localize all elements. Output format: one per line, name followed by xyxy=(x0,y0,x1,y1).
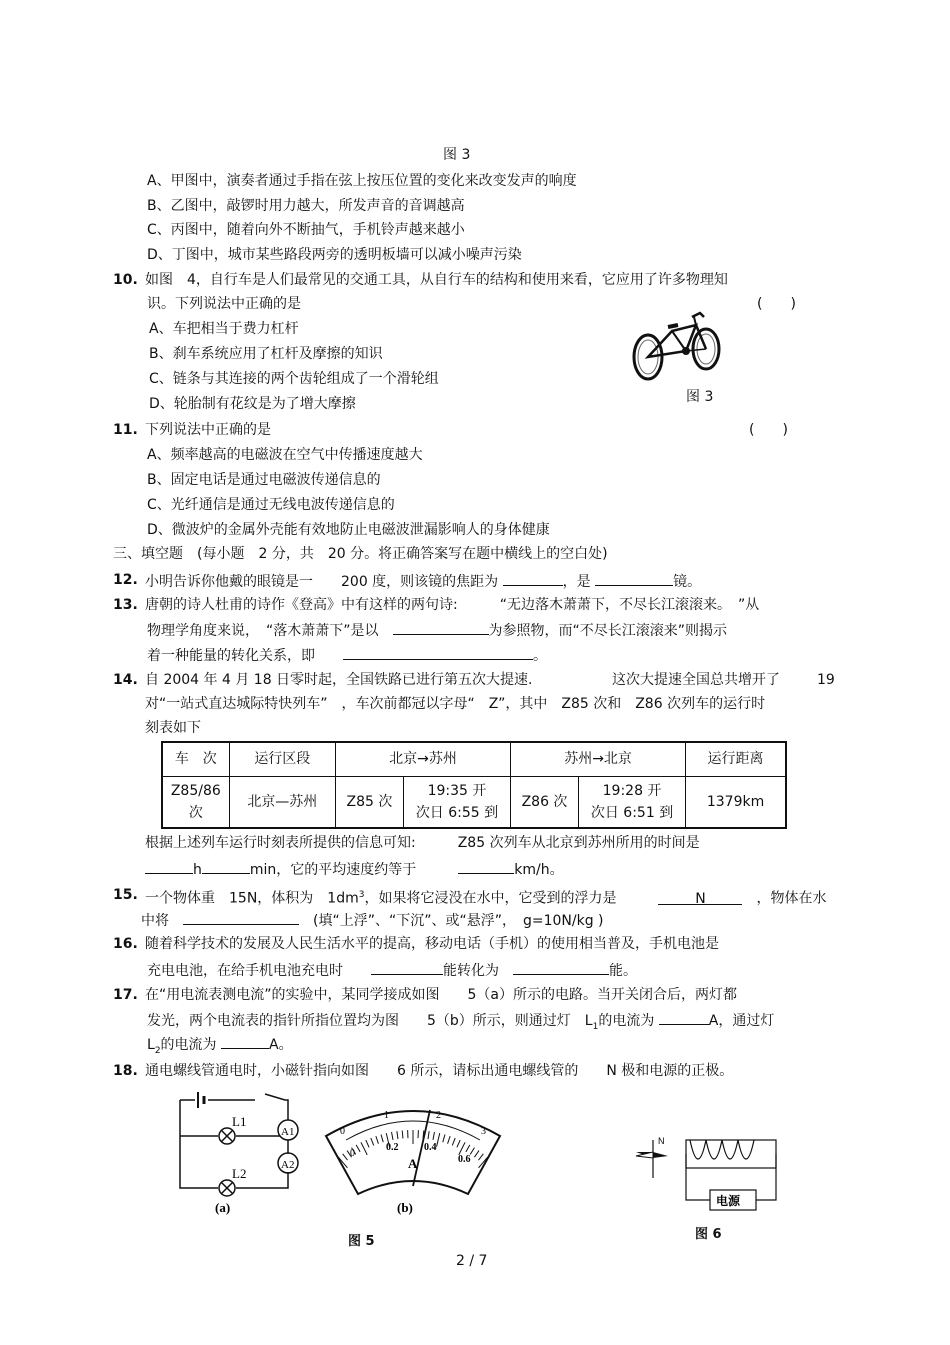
figure-sublabel-b: (b) xyxy=(397,1200,413,1215)
question-text: 物理学角度来说， “落木萧萧下”是以 为参照物，而“不尽长江滚滚来”则揭示 xyxy=(147,620,727,640)
answer-blank[interactable] xyxy=(343,645,533,660)
meter-tick xyxy=(443,1134,445,1142)
meter-tick xyxy=(343,1154,348,1160)
meter-tick xyxy=(376,1136,379,1144)
question-number: 12. xyxy=(113,572,138,588)
table-cell: 北京—苏州 xyxy=(229,776,335,828)
question-number: 14. xyxy=(113,672,138,688)
question-text: 充电电池，在给手机电池充电时 能转化为 能。 xyxy=(147,960,637,980)
page-number: 2 / 7 xyxy=(456,1253,488,1269)
circuit-diagram-a xyxy=(170,1088,305,1218)
question-text: h min，它的平均速度约等于 km/h。 xyxy=(145,859,564,879)
scale-label-inner: 0.2 xyxy=(386,1142,399,1153)
bicycle-figure xyxy=(628,305,728,383)
meter-tick xyxy=(478,1154,483,1160)
table-header: 车 次 xyxy=(162,742,229,776)
meter-tick xyxy=(356,1145,360,1152)
question-number: 18. xyxy=(113,1063,138,1079)
answer-blank[interactable]: N xyxy=(658,890,742,905)
meter-tick xyxy=(474,1151,479,1158)
question-stem: 随着科学技术的发展及人民生活水平的提高，移动电话（手机）的使用相当普及，手机电池是 xyxy=(145,936,719,952)
answer-paren: ( ) xyxy=(757,296,796,312)
question-text: 着一种能量的转化关系，即 。 xyxy=(147,645,547,665)
option-b: B、乙图中，敲锣时用力越大，所发声音的音调越高 xyxy=(147,198,465,214)
answer-blank[interactable] xyxy=(371,960,443,975)
scale-label-outer: 1 xyxy=(384,1110,389,1121)
meter-tick xyxy=(466,1145,470,1152)
table-header: 苏州→北京 xyxy=(511,742,686,776)
option-c: C、链条与其连接的两个齿轮组成了一个滑轮组 xyxy=(149,371,439,387)
question-number: 10. xyxy=(113,272,138,288)
answer-blank[interactable] xyxy=(202,859,250,874)
question-stem: 对“一站式直达城际特快列车” ，车次前都冠以字母“ Z”，其中 Z85 次和 Z86 次列车的运行时 xyxy=(145,696,766,712)
option-c: C、丙图中，随着向外不断抽气，手机铃声越来越小 xyxy=(147,222,465,238)
answer-blank[interactable] xyxy=(393,620,489,635)
table-cell: 19:35 开 次日 6:55 到 xyxy=(403,776,510,828)
question-stem: 如图 4，自行车是人们最常见的交通工具，从自行车的结构和使用来看，它应用了许多物理知 xyxy=(145,272,728,288)
meter-tick xyxy=(457,1140,460,1147)
answer-blank[interactable] xyxy=(183,910,299,925)
option-b: B、固定电话是通过电磁波传递信息的 xyxy=(147,472,381,488)
meter-tick xyxy=(361,1142,367,1155)
figure-sublabel-a: (a) xyxy=(215,1200,231,1215)
ammeter-dial-b xyxy=(318,1096,508,1218)
answer-blank[interactable] xyxy=(503,571,563,586)
meter-tick xyxy=(371,1138,374,1145)
meter-tick xyxy=(448,1136,451,1144)
lamp-l2-label: L2 xyxy=(232,1166,247,1181)
table-cell: Z85/86 次 xyxy=(162,776,229,828)
scale-label-inner: 0 xyxy=(350,1148,355,1159)
answer-blank[interactable] xyxy=(659,1010,709,1025)
table-header: 北京→苏州 xyxy=(336,742,511,776)
question-text: 发光，两个电流表的指针所指位置均为图 5（b）所示，则通过灯 $L_1$的电流为 A，通过灯 xyxy=(147,1010,774,1036)
meter-tick xyxy=(433,1132,434,1140)
question-number: 16. xyxy=(113,936,138,952)
power-source-label: 电源 xyxy=(716,1194,741,1208)
figure-caption: 图 6 xyxy=(695,1227,722,1242)
question-number: 17. xyxy=(113,987,138,1003)
section-heading: 三、填空题 (每小题 2 分，共 20 分。将正确答案写在题中横线上的空白处) xyxy=(113,546,608,562)
table-header: 运行区段 xyxy=(229,742,335,776)
option-a: A、车把相当于费力杠杆 xyxy=(149,321,299,337)
question-stem: 在“用电流表测电流”的实验中，某同学接成如图 5（a）所示的电路。当开关闭合后，两灯都 xyxy=(145,987,737,1003)
ammeter-a1-label: A1 xyxy=(281,1126,295,1138)
question-text: 小明告诉你他戴的眼镜是一 200 度，则该镜的焦距为 ，是 镜。 xyxy=(145,571,701,591)
question-stem: 唐朝的诗人杜甫的诗作《登高》中有这样的两句诗: “无边落木萧萧下，不尽长江滚滚来。 ”从 xyxy=(145,597,760,613)
scale-label-outer: 0 xyxy=(340,1126,345,1137)
option-d: D、微波炉的金属外壳能有效地防止电磁波泄漏影响人的身体健康 xyxy=(147,522,550,538)
table-header: 运行距离 xyxy=(686,742,786,776)
meter-tick xyxy=(397,1131,398,1139)
answer-blank[interactable] xyxy=(145,859,193,874)
question-text: 一个物体重 15N，体积为 $1dm^3$，如果将它浸没在水中，它受到的浮力是 N ，物体在水 xyxy=(145,890,827,907)
answer-blank[interactable] xyxy=(221,1034,269,1049)
question-text: 中将 (填“上浮”、“下沉”、或“悬浮”， g=10N/kg ) xyxy=(141,910,604,930)
question-text: $L_2$的电流为 A。 xyxy=(147,1034,293,1060)
ammeter-a2-label: A2 xyxy=(281,1159,295,1171)
question-stem: 19 xyxy=(817,672,835,688)
scale-label-inner: 0.6 xyxy=(458,1154,471,1165)
figure-caption: 图 5 xyxy=(348,1234,375,1249)
scale-label-inner: 0.4 xyxy=(424,1142,437,1153)
answer-blank[interactable] xyxy=(513,960,609,975)
question-stem: 刻表如下 xyxy=(145,720,201,736)
meter-tick xyxy=(428,1131,429,1139)
meter-tick xyxy=(366,1140,369,1147)
figure-caption: 图 3 xyxy=(443,147,471,163)
scale-label-outer: 2 xyxy=(436,1110,441,1121)
needle-north-label: N xyxy=(658,1136,665,1146)
question-number: 11. xyxy=(113,422,138,438)
meter-tick xyxy=(437,1133,440,1147)
meter-tick xyxy=(459,1142,465,1155)
meter-tick xyxy=(392,1132,393,1140)
question-stem: 识。下列说法中正确的是 xyxy=(147,296,301,312)
option-b: B、刹车系统应用了杠杆及摩擦的知识 xyxy=(149,346,383,362)
question-stem: 通电螺线管通电时，小磁针指向如图 6 所示，请标出通电螺线管的 N 极和电源的正极。 xyxy=(145,1063,734,1079)
option-d: D、轮胎制有花纹是为了增大摩擦 xyxy=(149,396,356,412)
option-a: A、甲图中，演奏者通过手指在弦上按压位置的变化来改变发声的响度 xyxy=(147,173,577,189)
question-text: 根据上述列车运行时刻表所提供的信息可知: Z85 次列车从北京到苏州所用的时间是 xyxy=(145,835,700,851)
scale-label-outer: 3 xyxy=(481,1126,486,1137)
table-cell: Z86 次 xyxy=(511,776,579,828)
option-a: A、频率越高的电磁波在空气中传播速度越大 xyxy=(147,447,423,463)
table-cell: Z85 次 xyxy=(336,776,404,828)
meter-tick xyxy=(470,1148,474,1155)
meter-tick xyxy=(402,1131,403,1139)
question-stem: 下列说法中正确的是 xyxy=(145,422,271,438)
table-cell: 19:28 开 次日 6:51 到 xyxy=(578,776,685,828)
question-number: 15. xyxy=(113,887,138,903)
figure-caption: 图 3 xyxy=(686,389,714,405)
question-stem: 这次大提速全国总共增开了 xyxy=(612,672,780,688)
meter-tick xyxy=(452,1138,455,1145)
solenoid-diagram xyxy=(628,1132,788,1212)
meter-tick xyxy=(381,1134,383,1142)
answer-blank[interactable] xyxy=(595,571,673,586)
lamp-l1-label: L1 xyxy=(232,1114,247,1129)
answer-paren: ( ) xyxy=(749,422,788,438)
option-d: D、丁图中，城市某些路段两旁的透明板墙可以减小噪声污染 xyxy=(147,247,522,263)
meter-unit-label: A xyxy=(408,1156,418,1171)
question-stem: 自 2004 年 4 月 18 日零时起，全国铁路已进行第五次大提速. xyxy=(145,672,533,688)
train-timetable xyxy=(161,741,787,829)
table-cell: 1379km xyxy=(686,776,786,828)
answer-blank[interactable] xyxy=(458,859,514,874)
question-number: 13. xyxy=(113,597,138,613)
option-c: C、光纤通信是通过无线电波传递信息的 xyxy=(147,497,395,513)
